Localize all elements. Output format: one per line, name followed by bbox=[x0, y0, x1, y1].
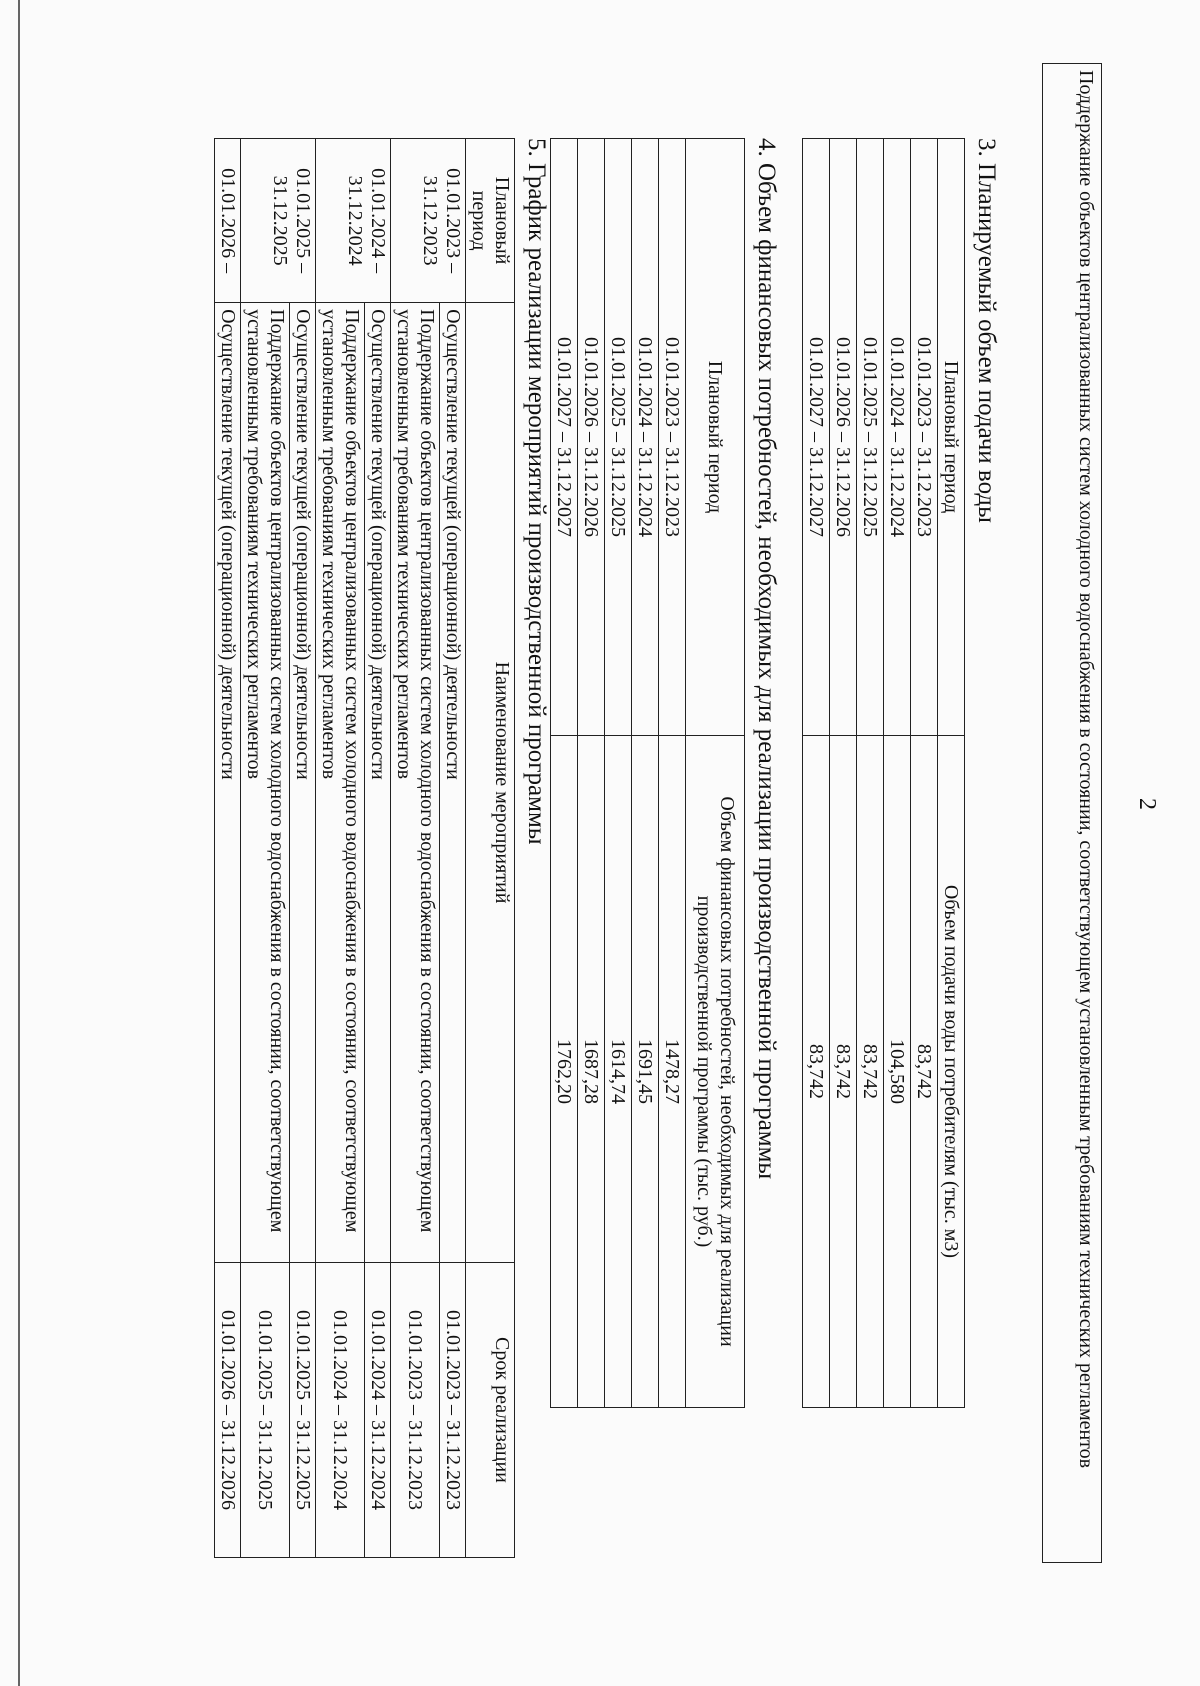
table-header-row bbox=[466, 139, 515, 1558]
table-row bbox=[551, 139, 578, 1408]
table-row bbox=[290, 139, 316, 1558]
table-row bbox=[857, 139, 884, 1408]
header-term: Срок реализации bbox=[466, 1262, 515, 1557]
activity-cell: Поддержание объектов централизованных систем холодного водоснабжения в состоянии, соответствующем установленным требованиям технических регламентов bbox=[316, 303, 365, 1263]
intro-text: Поддержание объектов централизованных систем холодного водоснабжения в состоянии, соответствующем установленным требованиям технических регламентов bbox=[1043, 64, 1102, 1563]
table-row bbox=[578, 139, 605, 1408]
table-row bbox=[391, 139, 440, 1558]
section-4-title: 4. Объем финансовых потребностей, необходимых для реализации производственной программы bbox=[753, 138, 780, 1180]
table-row bbox=[1043, 64, 1102, 1563]
finance-cell: 1762,20 bbox=[551, 736, 578, 1408]
intro-table bbox=[1042, 63, 1102, 1563]
section-3-title: 3. Планируемый объем подачи воды bbox=[973, 138, 1000, 523]
table-header-row bbox=[686, 139, 745, 1408]
table-row bbox=[215, 139, 241, 1558]
table-row bbox=[440, 139, 466, 1558]
term-cell: 01.01.2024 – 31.12.2024 bbox=[316, 1262, 365, 1557]
table-row bbox=[241, 139, 290, 1558]
period-cell: 01.01.2025 – 31.12.2025 bbox=[605, 139, 632, 736]
volume-cell: 83,742 bbox=[857, 736, 884, 1408]
finance-cell: 1687,28 bbox=[578, 736, 605, 1408]
header-volume: Объем подачи воды потребителям (тыс. м3) bbox=[938, 736, 965, 1408]
header-period: Плановый период bbox=[686, 139, 745, 736]
rotated-document-page bbox=[200, 63, 1160, 1563]
water-volume-table bbox=[802, 138, 965, 1408]
period-cell: 01.01.2025 – 31.12.2025 bbox=[241, 139, 316, 303]
finance-cell: 1614,74 bbox=[605, 736, 632, 1408]
table-row bbox=[830, 139, 857, 1408]
period-cell: 01.01.2026 – bbox=[215, 139, 241, 303]
volume-cell: 83,742 bbox=[830, 736, 857, 1408]
header-activity: Наименование мероприятий bbox=[466, 303, 515, 1263]
table-row bbox=[803, 139, 830, 1408]
period-cell: 01.01.2027 – 31.12.2027 bbox=[803, 139, 830, 736]
term-cell: 01.01.2024 – 31.12.2024 bbox=[365, 1262, 391, 1557]
header-period: Плановый период bbox=[938, 139, 965, 736]
period-cell: 01.01.2024 – 31.12.2024 bbox=[884, 139, 911, 736]
table-row bbox=[316, 139, 365, 1558]
period-cell: 01.01.2027 – 31.12.2027 bbox=[551, 139, 578, 736]
period-cell: 01.01.2025 – 31.12.2025 bbox=[857, 139, 884, 736]
table-row bbox=[632, 139, 659, 1408]
activity-cell: Осуществление текущей (операционной) деятельности bbox=[440, 303, 466, 1263]
term-cell: 01.01.2025 – 31.12.2025 bbox=[241, 1262, 290, 1557]
volume-cell: 83,742 bbox=[911, 736, 938, 1408]
activity-cell: Осуществление текущей (операционной) деятельности bbox=[215, 303, 241, 1263]
period-cell: 01.01.2024 – 31.12.2024 bbox=[316, 139, 391, 303]
term-cell: 01.01.2025 – 31.12.2025 bbox=[290, 1262, 316, 1557]
table-row bbox=[365, 139, 391, 1558]
finance-cell: 1691,45 bbox=[632, 736, 659, 1408]
activity-cell: Осуществление текущей (операционной) деятельности bbox=[290, 303, 316, 1263]
finance-cell: 1478,27 bbox=[659, 736, 686, 1408]
volume-cell: 104,580 bbox=[884, 736, 911, 1408]
activity-cell: Поддержание объектов централизованных систем холодного водоснабжения в состоянии, соответствующем установленным требованиям технических регламентов bbox=[241, 303, 290, 1263]
period-cell: 01.01.2024 – 31.12.2024 bbox=[632, 139, 659, 736]
table-row bbox=[884, 139, 911, 1408]
section-5-title: 5. График реализации мероприятий производственной программы bbox=[523, 138, 550, 845]
table-header-row bbox=[938, 139, 965, 1408]
schedule-table bbox=[214, 138, 515, 1558]
period-cell: 01.01.2023 – 31.12.2023 bbox=[391, 139, 466, 303]
header-period: Плановый период bbox=[466, 139, 515, 303]
table-row bbox=[911, 139, 938, 1408]
table-row bbox=[605, 139, 632, 1408]
period-cell: 01.01.2026 – 31.12.2026 bbox=[578, 139, 605, 736]
activity-cell: Поддержание объектов централизованных систем холодного водоснабжения в состоянии, соответствующем установленным требованиям технических регламентов bbox=[391, 303, 440, 1263]
period-cell: 01.01.2023 – 31.12.2023 bbox=[659, 139, 686, 736]
period-cell: 01.01.2026 – 31.12.2026 bbox=[830, 139, 857, 736]
page-number: 2 bbox=[1134, 798, 1160, 810]
activity-cell: Осуществление текущей (операционной) деятельности bbox=[365, 303, 391, 1263]
header-finance: Объем финансовых потребностей, необходимых для реализации производственной программы (тыс. руб.) bbox=[686, 736, 745, 1408]
table-row bbox=[659, 139, 686, 1408]
volume-cell: 83,742 bbox=[803, 736, 830, 1408]
period-cell: 01.01.2023 – 31.12.2023 bbox=[911, 139, 938, 736]
term-cell: 01.01.2023 – 31.12.2023 bbox=[440, 1262, 466, 1557]
term-cell: 01.01.2023 – 31.12.2023 bbox=[391, 1262, 440, 1557]
financial-needs-table bbox=[550, 138, 745, 1408]
term-cell: 01.01.2026 – 31.12.2026 bbox=[215, 1262, 241, 1557]
scan-margin-line bbox=[18, 0, 20, 1686]
